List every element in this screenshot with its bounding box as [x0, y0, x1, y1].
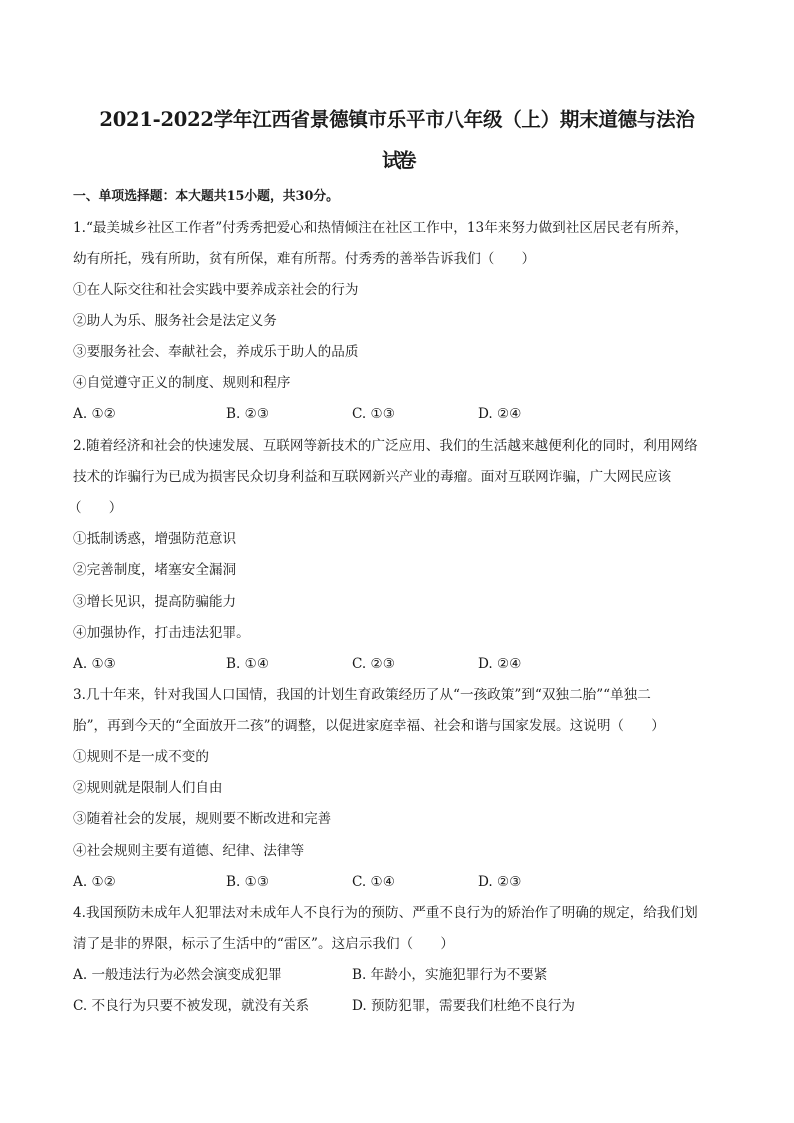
q2-option-a: A. ①③	[73, 656, 116, 672]
q2-stem-line1: 2.随着经济和社会的快速发展、互联网等新技术的广泛应用、我们的生活越来越便利化的同时，利用网络	[73, 438, 698, 454]
q3-stem-line1: 3.几十年来，针对我国人口国情，我国的计划生育政策经历了从“一孩政策”到“双独二胎”“单独二	[73, 687, 651, 703]
q2-option-c: C. ②③	[352, 656, 395, 672]
exam-title-line1: 2021-2022学年江西省景德镇市乐平市八年级（上）期末道德与法治	[99, 108, 695, 131]
q4-option-b: B. 年龄小，实施犯罪行为不要紧	[352, 967, 548, 983]
q2-option-b: B. ①④	[226, 656, 270, 672]
q1-option-d: D. ②④	[478, 406, 522, 422]
q3-item-3: ③随着社会的发展，规则要不断改进和完善	[73, 811, 332, 827]
section-heading: 一、单项选择题：本大题共15小题，共30分。	[73, 189, 339, 204]
q1-item-2: ②助人为乐、服务社会是法定义务	[73, 313, 277, 329]
q3-option-b: B. ①③	[226, 874, 270, 890]
q3-option-d: D. ②③	[478, 874, 522, 890]
q3-item-4: ④社会规则主要有道德、纪律、法律等	[73, 843, 305, 859]
q3-option-c: C. ①④	[352, 874, 395, 890]
q3-stem-line2: 胎”，再到今天的“全面放开二孩”的调整，以促进家庭幸福、社会和谐与国家发展。这说明（ ）	[73, 718, 665, 734]
q1-stem-line1: 1.“最美城乡社区工作者”付秀秀把爱心和热情倾注在社区工作中，13年来努力做到社区居民老有所养，	[73, 220, 689, 236]
q2-stem-line3: （ ）	[68, 500, 123, 516]
q4-option-d: D. 预防犯罪，需要我们杜绝不良行为	[352, 998, 575, 1014]
q1-item-4: ④自觉遵守正义的制度、规则和程序	[73, 375, 291, 391]
q1-option-c: C. ①③	[352, 406, 395, 422]
q3-item-1: ①规则不是一成不变的	[73, 749, 209, 765]
q4-option-c: C. 不良行为只要不被发现，就没有关系	[73, 998, 310, 1014]
q3-option-a: A. ①②	[73, 874, 116, 890]
q2-item-3: ③增长见识，提高防骗能力	[73, 594, 237, 610]
exam-title-line2: 试卷	[381, 149, 412, 172]
q1-item-1: ①在人际交往和社会实践中要养成亲社会的行为	[73, 282, 359, 298]
q1-option-b: B. ②③	[226, 406, 270, 422]
q2-item-2: ②完善制度，堵塞安全漏洞	[73, 562, 237, 578]
q2-item-1: ①抵制诱惑，增强防范意识	[73, 531, 237, 547]
q2-option-d: D. ②④	[478, 656, 522, 672]
q4-stem-line1: 4.我国预防未成年人犯罪法对未成年人不良行为的预防、严重不良行为的矫治作了明确的规定，给我们划	[73, 905, 698, 921]
q2-item-4: ④加强协作，打击违法犯罪。	[73, 625, 250, 641]
q4-option-a: A. 一般违法行为必然会演变成犯罪	[73, 967, 282, 983]
q1-option-a: A. ①②	[73, 406, 116, 422]
q2-stem-line2: 技术的诈骗行为已成为损害民众切身利益和互联网新兴产业的毒瘤。面对互联网诈骗，广大网民应该	[73, 469, 672, 485]
q1-stem-line2: 幼有所托，残有所助，贫有所保，难有所帮。付秀秀的善举告诉我们（ ）	[73, 251, 536, 267]
q3-item-2: ②规则就是限制人们自由	[73, 780, 223, 796]
q1-item-3: ③要服务社会、奉献社会，养成乐于助人的品质	[73, 344, 359, 360]
q4-stem-line2: 清了是非的界限，标示了生活中的“雷区”。这启示我们（ ）	[73, 936, 454, 952]
